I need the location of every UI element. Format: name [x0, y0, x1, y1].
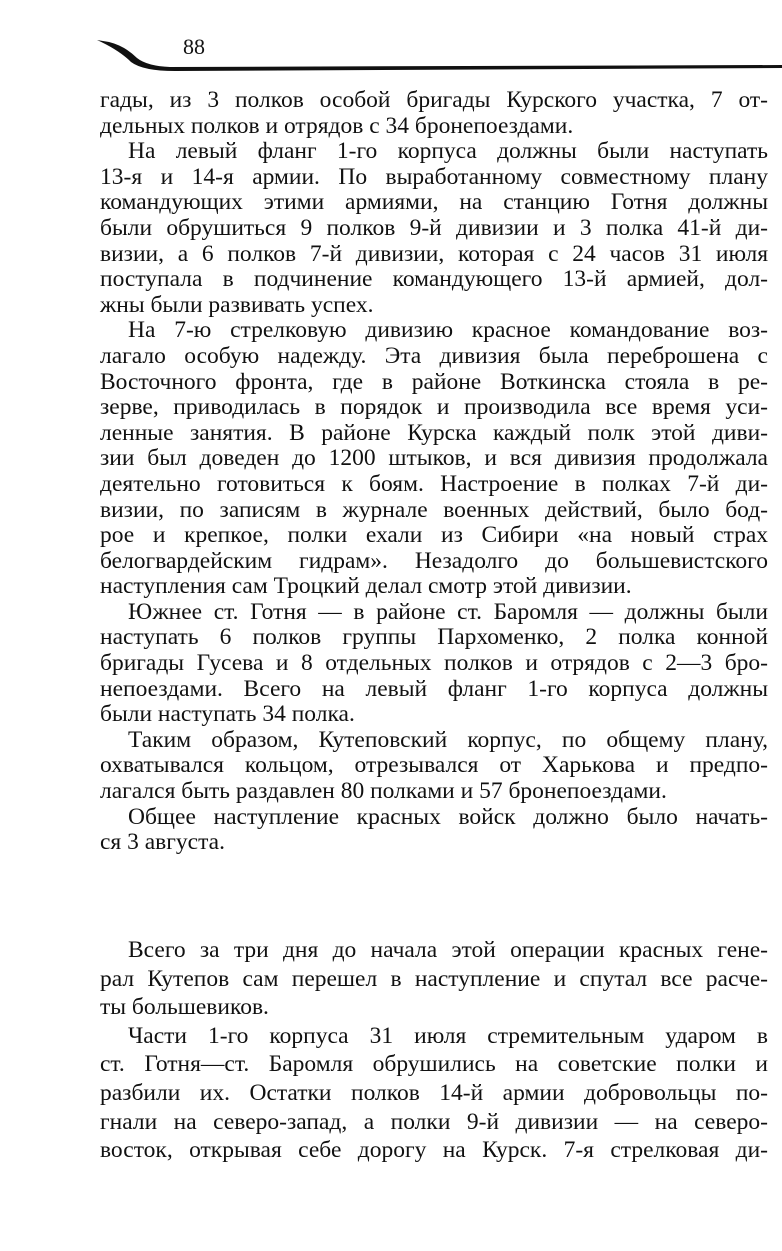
text-line: белогвардейским гидрам». Незадолго до большевистского [100, 547, 768, 574]
text-line: визии, по записям в журнале военных действий, было бод- [100, 496, 768, 523]
text-line: рое и крепкое, полки ехали из Сибири «на новый страх [100, 522, 768, 549]
text-line: разбили их. Остатки полков 14-й армии добровольцы по- [100, 1079, 768, 1106]
text-line: гнали на северо-запад, а полки 9-й дивизии — на северо- [100, 1108, 768, 1135]
text-line: поступала в подчинение командующего 13-й армией, дол- [100, 266, 768, 293]
text-line: визии, а 6 полков 7-й дивизии, которая с 24 часов 31 июля [100, 240, 768, 267]
text-line: Части 1-го корпуса 31 июля стремительным ударом в [128, 1022, 768, 1049]
text-line: лагался быть раздавлен 80 полками и 57 бронепоездами. [100, 778, 667, 805]
text-line: Южнее ст. Готня — в районе ст. Баромля — должны были [128, 598, 768, 625]
text-line: были обрушиться 9 полков 9-й дивизии и 3 полка 41-й ди- [100, 214, 768, 241]
text-line: ся 3 августа. [100, 829, 225, 856]
text-line: ты большевиков. [100, 994, 269, 1021]
text-line: 13-я и 14-я армии. По выработанному совместному плану [100, 163, 768, 190]
text-line: Всего за три дня до начала этой операции красных гене- [128, 937, 768, 963]
text-line: наступать 6 полков группы Пархоменко, 2 полка конной [100, 624, 768, 651]
text-line: деятельно готовиться к боям. Настроение в полках 7-й ди- [100, 470, 768, 497]
text-line: восток, открывая себе дорогу на Курск. 7-я стрелковая ди- [100, 1137, 768, 1164]
text-line: На 7-ю стрелковую дивизию красное командование воз- [128, 317, 768, 344]
text-line: командующих этими армиями, на станцию Готня должны [100, 189, 768, 216]
paragraph [100, 139, 768, 318]
paragraph [100, 318, 768, 600]
paragraph [100, 1022, 768, 1165]
paragraph [100, 600, 768, 728]
text-line: ст. Готня—ст. Баромля обрушились на советские полки и [100, 1051, 768, 1078]
text-line: Восточного фронта, где в районе Воткинска стояла в ре- [100, 368, 768, 395]
text-block-main [100, 88, 768, 856]
text-line: гады, из 3 полков особой бригады Курского участка, 7 от- [100, 87, 768, 113]
text-line: были наступать 34 полка. [100, 701, 355, 728]
text-line: зии был доведен до 1200 штыков, и вся дивизия продолжала [100, 445, 768, 472]
text-block-after-break [100, 936, 768, 1165]
text-line: бригады Гусева и 8 отдельных полков и отрядов с 2—3 бро- [100, 650, 768, 677]
text-line: На левый фланг 1-го корпуса должны были наступать [128, 138, 768, 165]
text-line: Общее наступление красных войск должно было начать- [128, 803, 768, 830]
text-line: наступления сам Троцкий делал смотр этой дивизии. [100, 573, 632, 600]
text-line: жны были развивать успех. [100, 291, 374, 318]
text-line: непоездами. Всего на левый фланг 1-го корпуса должны [100, 675, 768, 702]
text-line: охватывался кольцом, отрезывался от Харькова и предпо- [100, 752, 768, 779]
paragraph [100, 805, 768, 856]
text-line: рал Кутепов сам перешел в наступление и спутал все расче- [100, 965, 768, 992]
text-line: лагало особую надежду. Эта дивизия была переброшена с [100, 342, 768, 369]
page-number: 88 [183, 34, 205, 59]
text-line: ленные занятия. В районе Курска каждый полк этой диви- [100, 419, 768, 446]
text-line: зерве, приводилась в порядок и производила все время уси- [100, 394, 768, 421]
paragraph [100, 936, 768, 1022]
text-line: дельных полков и отрядов с 34 бронепоездами. [100, 112, 574, 139]
text-line: Таким образом, Кутеповский корпус, по общему плану, [128, 726, 768, 753]
paragraph [100, 728, 768, 805]
paragraph [100, 88, 768, 139]
